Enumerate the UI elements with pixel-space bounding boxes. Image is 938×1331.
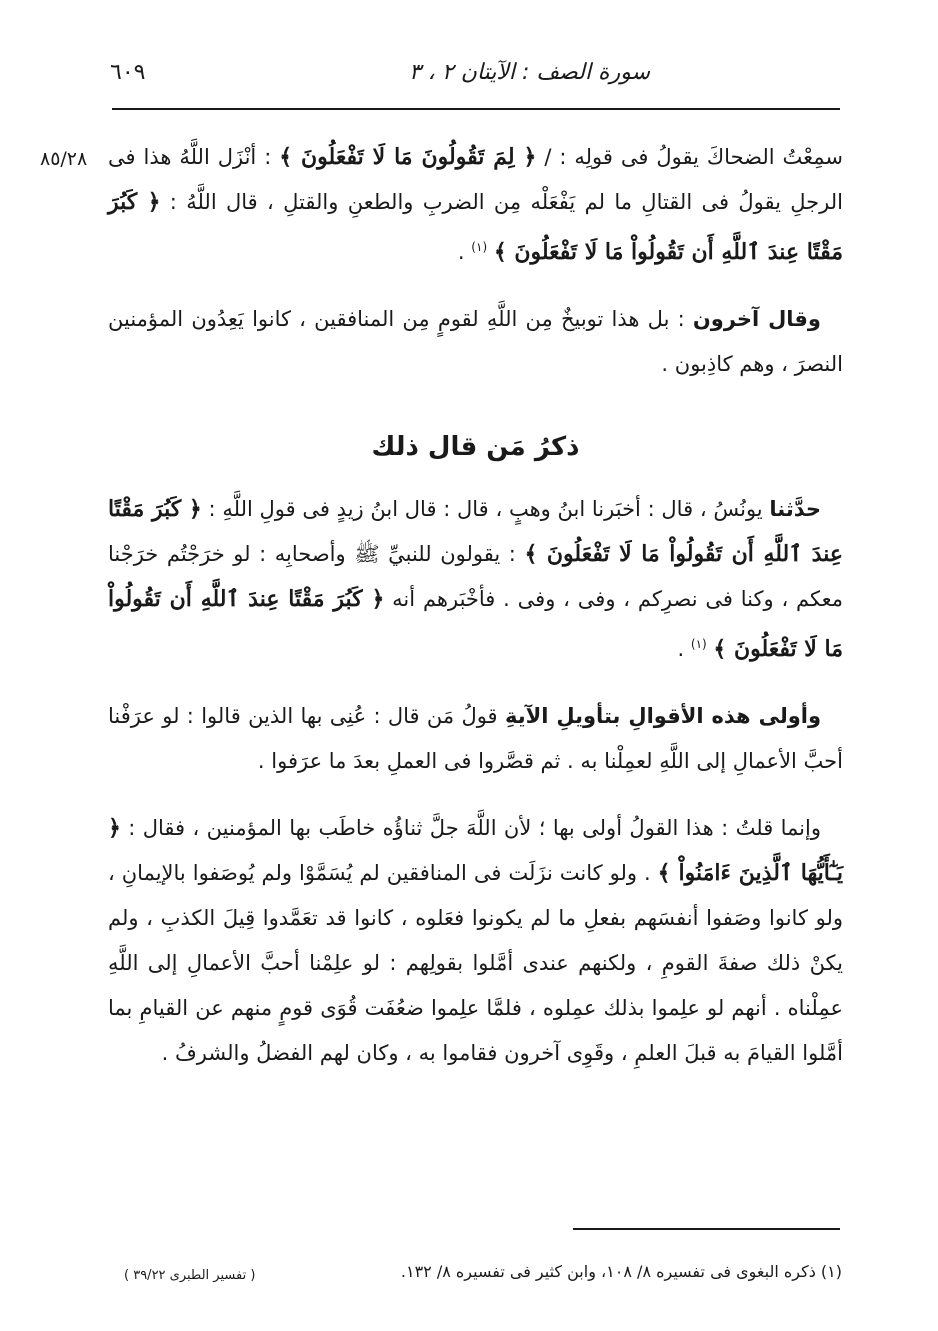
text-segment: يونُسُ ، قال : أخبَرنا ابنُ وهبٍ ، قال : قال ابنُ زيدٍ فى قولِ اللَّهِ : [201,497,763,521]
quran-verse: ﴿ كَبُرَ مَقْتًا عِندَ ٱللَّهِ أَن تَقُولُواْ مَا لَا تَفْعَلُونَ ﴾ [108,189,843,265]
paragraph-4 [108,694,843,784]
footnote-marker: (١) [690,637,707,651]
page-number: ٦٠٩ [110,60,146,85]
page-header [110,60,840,100]
running-header-title: سورة الصف : الآيتان ٢ ، ٣ [408,60,650,85]
footnote-marker: (١) [471,240,488,254]
footnote-divider [573,1228,840,1230]
margin-reference: ٨٥/٢٨ [40,148,88,170]
quran-verse: ﴿ يَـٰٓأَيُّهَا ٱلَّذِينَ ءَامَنُواْ ﴾ [108,815,843,886]
paragraph-2 [108,297,843,387]
text-segment: قولُ مَن قال : عُنِى بها الذين قالوا : لو عرَفْنا أحبَّ الأعمالِ إلى اللَّهِ لعمِلْنا به . ثم قصَّروا فى العملِ بعدَ ما عرَفوا . [108,704,843,773]
main-text [108,135,843,1076]
text-segment: . [677,637,685,661]
text-segment: وإنما قلتُ : هذا القولُ أولى بها ؛ لأن اللَّهَ جلَّ ثناؤُه خاطَب بها المؤمنين ، فقال : [120,816,821,840]
quran-verse: ﴿ كَبُرَ مَقْتًا عِندَ ٱللَّهِ أَن تَقُولُواْ مَا لَا تَفْعَلُونَ ﴾ [108,586,843,662]
text-segment: : أنْزَل اللَّهُ هذا فى الرجلِ يقولُ فى القتالِ ما لم يَفْعَلْه مِن الضربِ والطعنِ والقتلِ ، قال اللَّهُ : [108,145,843,214]
quran-verse: ﴿ لِمَ تَقُولُونَ مَا لَا تَفْعَلُونَ ﴾ [279,144,537,170]
paragraph-3 [108,487,843,672]
text-segment: سمِعْتُ الضحاكَ يقولُ فى قولِه : / [536,145,843,169]
lead-phrase: وأولى هذه الأقوالِ بتأويلِ الآيةِ [504,704,822,728]
paragraph-1 [108,135,843,275]
lead-phrase: وقال آخرون [692,307,821,331]
text-segment: : يقولون للنبيِّ ﷺ وأصحابِه : لو خرَجْتُم خرَجْنا معكم ، وكنا فى نصرِكم ، وفى ، وفى . فأخْبَرهم أنه [108,542,844,611]
paragraph-5 [108,806,843,1076]
quran-verse: ﴿ كَبُرَ مَقْتًا عِندَ ٱللَّهِ أَن تَقُولُواْ مَا لَا تَفْعَلُونَ ﴾ [108,496,843,567]
text-segment: . [457,240,465,264]
footnote: (١) ذكره البغوى فى تفسيره ٨/ ١٠٨، وابن كثير فى تفسيره ٨/ ١٣٢. [400,1262,842,1281]
lead-phrase: حدَّثنا [769,497,821,521]
source-citation: ( تفسير الطبرى ٣٩/٢٢ ) [124,1268,256,1283]
header-divider [112,108,840,110]
text-segment: . ولو كانت نزَلَت فى المنافقين لم يُسَمَّوْا ولم يُوصَفوا بالإيمانِ ، ولو كانوا وصَفوا أنفسَهم بفعلِ ما لم يكونوا فعَلوه ، كانوا قد تعَمَّدوا قِيلَ الكذبِ ، ولم يكنْ ذلك صفةَ القومِ ، ولكنهم عندى أمَّلوا بقولِهم : لو علِمْنا أحبَّ الأعمالِ إلى اللَّهِ عمِلْناه . أنهم لو علِموا بذلك عمِلوه ، فلمَّا علِموا ضعُفَت قُوَى قومٍ منهم عن القيامِ بما أمَّلوا القيامَ به قبلَ العلمِ ، وقَوِى آخرون فقاموا به ، وكان لهم الفضلُ والشرفُ . [108,861,843,1065]
section-heading: ذكرُ مَن قال ذلك [371,432,580,462]
text-segment: : بل هذا توبيخٌ مِن اللَّهِ لقومٍ مِن المنافقين ، كانوا يَعِدُون المؤمنين النصرَ ، وهم كاذِبون . [108,307,843,376]
